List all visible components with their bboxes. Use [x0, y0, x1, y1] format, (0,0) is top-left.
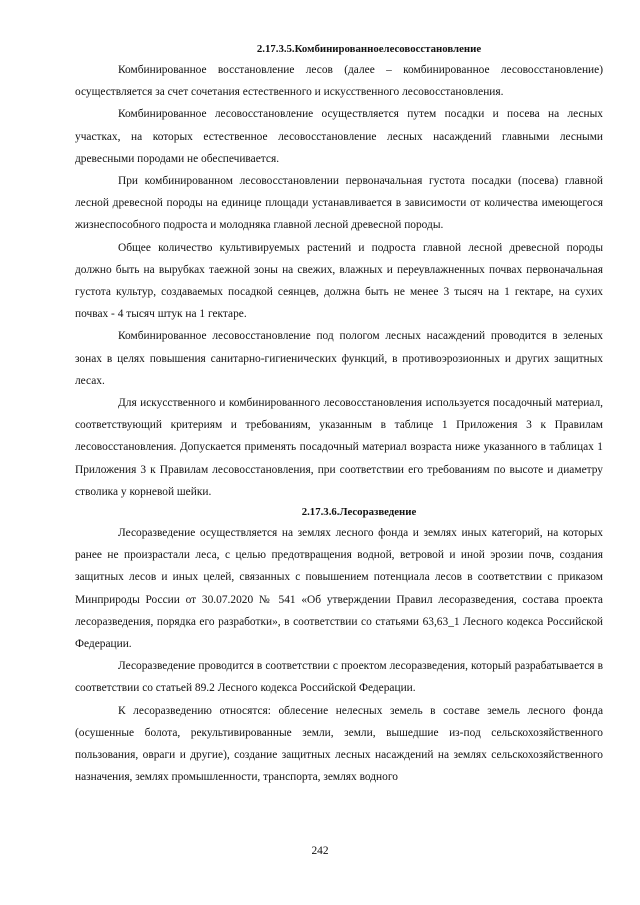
- section-heading: 2.17.3.5.Комбинированноелесовосстановление: [256, 43, 482, 55]
- paragraph: При комбинированном лесовосстановлении первоначальная густота посадки (посева) главной лесной древесной породы на единице площади устанавливается в зависимости от количества имеющегося жизнеспособного подроста и молодняка главной лесной древесной породы.: [75, 175, 603, 232]
- paragraph: К лесоразведению относятся: облесение нелесных земель в составе земель лесного фонда (осушенные болота, рекультивированные земли, земли, вышедшие из-под сельскохозяйственного пользования, овраги и другие), создание защитных лесных насаждений на землях сельскохозяйственного назначения, землях промышленности, транспорта, землях водного: [75, 704, 603, 784]
- section-heading: 2.17.3.6.Лесоразведение: [301, 506, 417, 519]
- paragraph: Общее количество культивируемых растений и подроста главной лесной древесной породы должно быть на вырубках таежной зоны на свежих, влажных и переувлажненных почвах первоначальная густота культур, создаваемых посадкой сеянцев, должна быть не менее 3 тысяч на 1 гектаре, на сухих почвах - 4 тысяч штук на 1 гектаре.: [75, 241, 603, 321]
- paragraph: Для искусственного и комбинированного лесовосстановления используется посадочный материал, соответствующий критериям и требованиям, указанным в таблице 1 Приложения 3 к Правилам лесовосстановления. Допускается применять посадочный материал возраста ниже указанного в таблицах 1 Приложения 3 к Правилам лесовосстановления, при соответствии его требованиям по высоте и диаметру стволика у корневой шейки.: [75, 397, 603, 498]
- page-number: 242: [311, 845, 329, 857]
- paragraph: Комбинированное восстановление лесов (далее – комбинированное лесовосстановление) осуществляется за счет сочетания естественного и искусственного лесовосстановления.: [75, 64, 603, 99]
- paragraph: Лесоразведение осуществляется на землях лесного фонда и землях иных категорий, на которых ранее не произрастали леса, с целью предотвращения водной, ветровой и иной эрозии почв, создания защитных лесов и иных целей, связанных с повышением потенциала лесов в соответствии с приказом Минприроды России от 30.07.2020 № 541 «Об утверждении Правил лесоразведения, состава проекта лесоразведения, порядка его разработки», в соответствии со статьями 63,63_1 Лесного кодекса Российской Федерации.: [75, 527, 603, 651]
- paragraph: Комбинированное лесовосстановление осуществляется путем посадки и посева на лесных участках, на которых естественное лесовосстановление лесных насаждений главными лесными древесными породами не обеспечивается.: [75, 108, 603, 165]
- paragraph: Лесоразведение проводится в соответствии с проектом лесоразведения, который разрабатывается в соответствии со статьей 89.2 Лесного кодекса Российской Федерации.: [75, 660, 603, 695]
- document-page: [75, 40, 603, 789]
- paragraph: Комбинированное лесовосстановление под пологом лесных насаждений проводится в зеленых зонах в целях повышения санитарно-гигиенических функций, в противоэрозионных и других защитных лесах.: [75, 330, 603, 387]
